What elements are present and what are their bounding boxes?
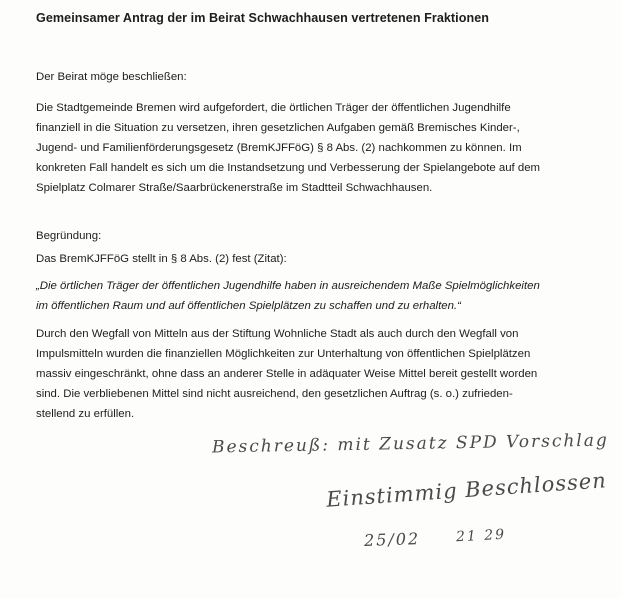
intro-text: Der Beirat möge beschließen: [36,71,187,83]
motion-line: finanziell in die Situation zu versetzen, ihren gesetzlichen Aufgaben gemäß Bremisches Kinder-, [36,122,520,134]
handwritten-note: Beschreuß: mit Zusatz SPD Vorschlag [211,430,609,458]
closing-line: sind. Die verbliebenen Mittel sind nicht ausreichend, den gesetzlichen Auftrag (s. o.) zufrieden- [36,388,513,400]
reason-heading: Begründung: [36,230,102,242]
handwritten-date: 25/02 [363,529,421,550]
motion-line: konkreten Fall handelt es sich um die Instandsetzung und Verbesserung der Spielangebote auf dem [36,162,541,174]
motion-line: Die Stadtgemeinde Bremen wird aufgefordert, die örtlichen Träger der öffentlichen Jugendhilfe [36,102,511,114]
motion-line: Jugend- und Familienförderungsgesetz (BremKJFFöG) § 8 Abs. (2) nachkommen zu können. Im [36,142,522,154]
reason-intro: Das BremKJFFöG stellt in § 8 Abs. (2) fest (Zitat): [36,253,287,265]
motion-paragraph [36,98,540,198]
closing-line: Impulsmitteln wurden die finanziellen Möglichkeiten zur Unterhaltung von öffentlichen Spielplätzen [36,348,531,360]
closing-line: massiv eingeschränkt, ohne dass an anderer Stelle in adäquater Weise Mittel bereit gestellt worden [36,368,538,380]
handwritten-time: 21 29 [455,526,507,546]
document-title: Gemeinsamer Antrag der im Beirat Schwachhausen vertretenen Fraktionen [36,11,490,25]
closing-line: Durch den Wegfall von Mitteln aus der Stiftung Wohnliche Stadt als auch durch den Wegfall von [36,328,519,340]
quote-line: „Die örtlichen Träger der öffentlichen Jugendhilfe haben in ausreichendem Maße Spielmöglichkeiten [36,280,540,292]
closing-paragraph [36,324,537,424]
quote-line: im öffentlichen Raum und auf öffentlichen Spielplätzen zu schaffen und zu erhalten.“ [36,300,461,312]
law-quote [36,276,540,316]
handwritten-decision: Einstimmig Beschlossen [325,468,608,512]
motion-line: Spielplatz Colmarer Straße/Saarbrückenerstraße im Stadtteil Schwachhausen. [36,182,433,194]
closing-line: stellend zu erfüllen. [36,408,135,420]
